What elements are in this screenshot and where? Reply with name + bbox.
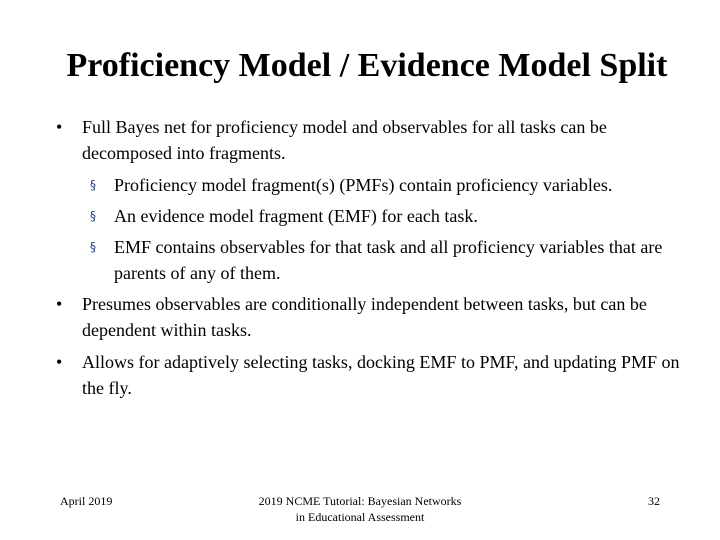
bullet-text: Presumes observables are conditionally independent between tasks, but can be dependent within tasks. <box>82 294 647 340</box>
bullet-text: Allows for adaptively selecting tasks, docking EMF to PMF, and updating PMF on the fly. <box>82 352 680 398</box>
bullet-item <box>56 114 686 166</box>
sub-bullet-marker: § <box>90 240 96 254</box>
slide-title: Proficiency Model / Evidence Model Split <box>66 47 668 84</box>
sub-bullet-text: Proficiency model fragment(s) (PMFs) contain proficiency variables. <box>114 175 613 195</box>
sub-bullet-item <box>56 234 686 286</box>
footer-title-line1: 2019 NCME Tutorial: Bayesian Networks <box>258 494 462 508</box>
bullet-text: Full Bayes net for proficiency model and observables for all tasks can be decomposed into fragments. <box>82 117 607 163</box>
sub-bullet-marker: § <box>90 209 96 223</box>
bullet-item <box>56 349 686 401</box>
footer-date: April 2019 <box>60 494 113 508</box>
sub-bullet-text: EMF contains observables for that task and all proficiency variables that are parents of any of them. <box>114 237 663 283</box>
sub-bullet-item <box>56 203 686 229</box>
bullet-item <box>56 291 686 343</box>
sub-bullet-text: An evidence model fragment (EMF) for each task. <box>114 206 478 226</box>
page-number: 32 <box>648 494 660 508</box>
bullet-marker: • <box>56 294 63 314</box>
slide-body <box>56 114 686 407</box>
footer-title <box>240 493 480 525</box>
bullet-marker: • <box>56 352 63 372</box>
sub-bullet-item <box>56 172 686 198</box>
sub-bullet-marker: § <box>90 178 96 192</box>
bullet-marker: • <box>56 117 63 137</box>
footer-title-line2: in Educational Assessment <box>295 510 425 524</box>
